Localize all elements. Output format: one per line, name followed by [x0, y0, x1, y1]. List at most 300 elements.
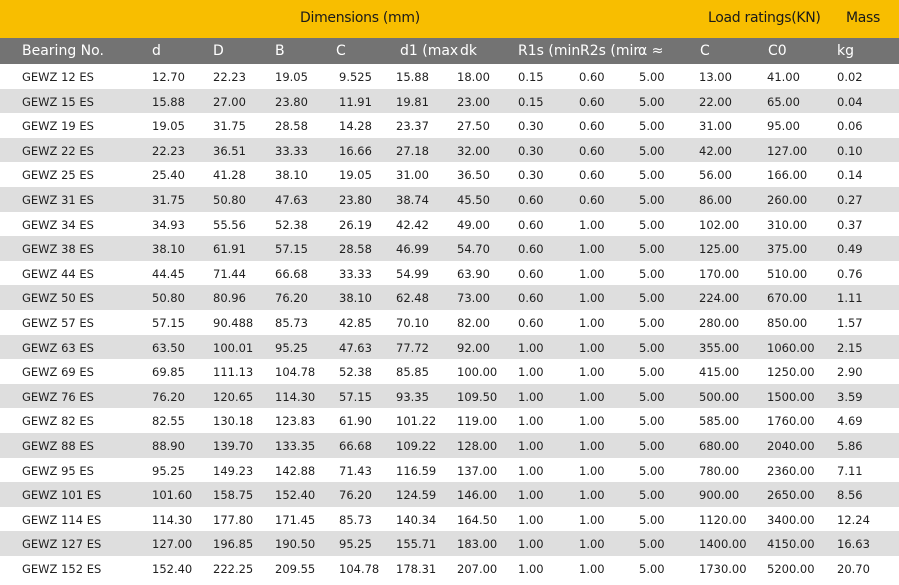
- bearing-number-cell: GEWZ 38 ES: [22, 242, 94, 257]
- table-cell: 1.00: [579, 291, 605, 306]
- table-cell: 207.00: [457, 561, 498, 576]
- table-cell: 85.73: [275, 315, 308, 330]
- table-cell: 33.33: [339, 266, 372, 281]
- table-row: [0, 482, 899, 507]
- table-cell: 209.55: [275, 561, 316, 576]
- table-row: [0, 187, 899, 212]
- table-cell: 1.00: [579, 561, 605, 576]
- column-header: Bearing No.: [22, 43, 104, 59]
- table-cell: 38.10: [275, 168, 308, 183]
- table-cell: 114.30: [275, 389, 316, 404]
- table-cell: 23.00: [457, 94, 490, 109]
- table-row: [0, 64, 899, 89]
- table-cell: 15.88: [152, 94, 185, 109]
- table-cell: 152.40: [275, 488, 316, 503]
- table-cell: 5.00: [639, 340, 665, 355]
- table-cell: 19.81: [396, 94, 429, 109]
- table-cell: 28.58: [275, 119, 308, 134]
- table-cell: 1.00: [579, 315, 605, 330]
- table-cell: 14.28: [339, 119, 372, 134]
- table-cell: 155.71: [396, 537, 437, 552]
- load-ratings-group-header: Load ratings(KN): [708, 10, 821, 26]
- table-cell: 1.00: [518, 512, 544, 527]
- table-cell: 0.30: [518, 168, 544, 183]
- table-body: [0, 64, 899, 580]
- table-cell: 90.488: [213, 315, 254, 330]
- table-cell: 0.60: [579, 119, 605, 134]
- table-cell: 355.00: [699, 340, 740, 355]
- column-header: α ≈: [638, 43, 664, 59]
- table-cell: 102.00: [699, 217, 740, 232]
- table-cell: 139.70: [213, 438, 254, 453]
- table-cell: 5.00: [639, 94, 665, 109]
- table-cell: 34.93: [152, 217, 185, 232]
- table-cell: 109.22: [396, 438, 437, 453]
- table-cell: 57.15: [152, 315, 185, 330]
- table-row: [0, 285, 899, 310]
- table-cell: 2.15: [837, 340, 863, 355]
- table-cell: 1.00: [579, 414, 605, 429]
- table-row: [0, 212, 899, 237]
- table-cell: 0.04: [837, 94, 863, 109]
- table-cell: 38.10: [339, 291, 372, 306]
- table-cell: 76.20: [339, 488, 372, 503]
- table-cell: 76.20: [275, 291, 308, 306]
- table-cell: 5.00: [639, 266, 665, 281]
- table-cell: 1.00: [579, 537, 605, 552]
- table-row: [0, 138, 899, 163]
- table-cell: 66.68: [339, 438, 372, 453]
- table-cell: 5.86: [837, 438, 863, 453]
- table-cell: 65.00: [767, 94, 800, 109]
- table-cell: 23.80: [339, 192, 372, 207]
- table-cell: 104.78: [275, 365, 316, 380]
- table-cell: 31.00: [699, 119, 732, 134]
- table-cell: 18.00: [457, 70, 490, 84]
- bearing-number-cell: GEWZ 15 ES: [22, 94, 94, 109]
- table-cell: 415.00: [699, 365, 740, 380]
- table-cell: 680.00: [699, 438, 740, 453]
- table-cell: 86.00: [699, 192, 732, 207]
- table-cell: 170.00: [699, 266, 740, 281]
- table-cell: 158.75: [213, 488, 254, 503]
- table-cell: 42.42: [396, 217, 429, 232]
- table-cell: 5.00: [639, 217, 665, 232]
- bearing-number-cell: GEWZ 63 ES: [22, 340, 94, 355]
- table-cell: 0.06: [837, 119, 863, 134]
- table-cell: 196.85: [213, 537, 254, 552]
- mass-group-header: Mass: [846, 10, 881, 26]
- table-cell: 0.14: [837, 168, 863, 183]
- table-row: [0, 556, 899, 581]
- table-cell: 46.99: [396, 242, 429, 257]
- table-cell: 1.57: [837, 315, 863, 330]
- table-cell: 224.00: [699, 291, 740, 306]
- table-row: [0, 359, 899, 384]
- table-cell: 5.00: [639, 168, 665, 183]
- table-cell: 0.60: [579, 168, 605, 183]
- column-header: R2s (mir: [580, 43, 640, 59]
- table-cell: 1.00: [579, 463, 605, 478]
- column-header: C: [336, 43, 346, 59]
- table-row: [0, 310, 899, 335]
- table-cell: 0.60: [579, 192, 605, 207]
- table-cell: 0.60: [518, 217, 544, 232]
- table-cell: 54.70: [457, 242, 490, 257]
- table-cell: 670.00: [767, 291, 808, 306]
- table-cell: 22.23: [213, 70, 246, 84]
- table-cell: 22.00: [699, 94, 732, 109]
- column-header: d1 (max: [400, 43, 459, 59]
- table-cell: 127.00: [152, 537, 193, 552]
- table-cell: 310.00: [767, 217, 808, 232]
- table-cell: 57.15: [339, 389, 372, 404]
- table-cell: 0.37: [837, 217, 863, 232]
- table-cell: 1.00: [518, 438, 544, 453]
- table-cell: 0.30: [518, 143, 544, 158]
- column-header: C0: [768, 43, 787, 59]
- table-cell: 52.38: [275, 217, 308, 232]
- table-cell: 1.00: [518, 389, 544, 404]
- table-cell: 27.00: [213, 94, 246, 109]
- table-row: [0, 384, 899, 409]
- table-cell: 1.00: [579, 340, 605, 355]
- table-cell: 5.00: [639, 561, 665, 576]
- table-cell: 95.25: [275, 340, 308, 355]
- table-cell: 41.00: [767, 70, 800, 84]
- table-cell: 23.37: [396, 119, 429, 134]
- table-cell: 900.00: [699, 488, 740, 503]
- table-cell: 31.00: [396, 168, 429, 183]
- table-cell: 4.69: [837, 414, 863, 429]
- table-cell: 125.00: [699, 242, 740, 257]
- table-cell: 183.00: [457, 537, 498, 552]
- table-cell: 1.11: [837, 291, 863, 306]
- table-cell: 32.00: [457, 143, 490, 158]
- table-cell: 0.49: [837, 242, 863, 257]
- table-row: [0, 335, 899, 360]
- bearing-number-cell: GEWZ 19 ES: [22, 119, 94, 134]
- table-cell: 0.15: [518, 70, 544, 84]
- table-cell: 140.34: [396, 512, 437, 527]
- table-cell: 5.00: [639, 463, 665, 478]
- table-cell: 0.27: [837, 192, 863, 207]
- table-cell: 5.00: [639, 242, 665, 257]
- table-cell: 80.96: [213, 291, 246, 306]
- table-cell: 149.23: [213, 463, 254, 478]
- table-cell: 280.00: [699, 315, 740, 330]
- table-cell: 101.22: [396, 414, 437, 429]
- bearing-number-cell: GEWZ 101 ES: [22, 488, 102, 503]
- table-cell: 62.48: [396, 291, 429, 306]
- table-row: [0, 458, 899, 483]
- bearing-number-cell: GEWZ 76 ES: [22, 389, 94, 404]
- table-cell: 3.59: [837, 389, 863, 404]
- table-cell: 73.00: [457, 291, 490, 306]
- column-header: D: [213, 43, 224, 59]
- table-row: [0, 531, 899, 556]
- table-cell: 71.44: [213, 266, 246, 281]
- table-cell: 152.40: [152, 561, 193, 576]
- table-cell: 111.13: [213, 365, 254, 380]
- table-cell: 1400.00: [699, 537, 747, 552]
- table-cell: 1.00: [518, 414, 544, 429]
- table-cell: 88.90: [152, 438, 185, 453]
- table-row: [0, 408, 899, 433]
- table-cell: 0.60: [579, 70, 605, 84]
- table-cell: 95.25: [152, 463, 185, 478]
- table-cell: 0.30: [518, 119, 544, 134]
- table-cell: 42.00: [699, 143, 732, 158]
- table-cell: 52.38: [339, 365, 372, 380]
- table-cell: 25.40: [152, 168, 185, 183]
- table-cell: 130.18: [213, 414, 254, 429]
- table-row: [0, 261, 899, 286]
- table-cell: 5.00: [639, 315, 665, 330]
- table-cell: 190.50: [275, 537, 316, 552]
- table-cell: 11.91: [339, 94, 372, 109]
- table-cell: 19.05: [275, 70, 308, 84]
- table-cell: 101.60: [152, 488, 193, 503]
- table-cell: 63.90: [457, 266, 490, 281]
- bearing-number-cell: GEWZ 22 ES: [22, 143, 94, 158]
- table-cell: 133.35: [275, 438, 316, 453]
- table-cell: 166.00: [767, 168, 808, 183]
- table-cell: 49.00: [457, 217, 490, 232]
- table-cell: 5.00: [639, 389, 665, 404]
- table-cell: 0.10: [837, 143, 863, 158]
- table-cell: 93.35: [396, 389, 429, 404]
- table-cell: 16.63: [837, 537, 870, 552]
- table-cell: 56.00: [699, 168, 732, 183]
- table-cell: 1.00: [518, 340, 544, 355]
- table-row: [0, 433, 899, 458]
- table-cell: 82.00: [457, 315, 490, 330]
- table-cell: 177.80: [213, 512, 254, 527]
- table-cell: 50.80: [213, 192, 246, 207]
- table-cell: 20.70: [837, 561, 870, 576]
- table-cell: 38.74: [396, 192, 429, 207]
- table-cell: 1.00: [579, 488, 605, 503]
- table-cell: 120.65: [213, 389, 254, 404]
- table-cell: 95.25: [339, 537, 372, 552]
- table-cell: 0.60: [579, 94, 605, 109]
- table-cell: 850.00: [767, 315, 808, 330]
- table-cell: 12.24: [837, 512, 870, 527]
- table-cell: 1.00: [518, 488, 544, 503]
- bearing-number-cell: GEWZ 127 ES: [22, 537, 102, 552]
- table-cell: 50.80: [152, 291, 185, 306]
- table-cell: 260.00: [767, 192, 808, 207]
- table-cell: 5.00: [639, 119, 665, 134]
- table-cell: 1.00: [518, 463, 544, 478]
- table-cell: 5.00: [639, 438, 665, 453]
- bearing-number-cell: GEWZ 57 ES: [22, 315, 94, 330]
- table-cell: 127.00: [767, 143, 808, 158]
- table-cell: 1060.00: [767, 340, 815, 355]
- table-cell: 19.05: [339, 168, 372, 183]
- table-cell: 76.20: [152, 389, 185, 404]
- table-cell: 5.00: [639, 414, 665, 429]
- table-cell: 1.00: [579, 217, 605, 232]
- table-cell: 0.76: [837, 266, 863, 281]
- table-cell: 3400.00: [767, 512, 815, 527]
- table-cell: 26.19: [339, 217, 372, 232]
- table-cell: 31.75: [152, 192, 185, 207]
- table-cell: 2.90: [837, 365, 863, 380]
- table-cell: 137.00: [457, 463, 498, 478]
- table-cell: 0.60: [579, 143, 605, 158]
- table-cell: 31.75: [213, 119, 246, 134]
- table-cell: 1.00: [579, 438, 605, 453]
- table-cell: 109.50: [457, 389, 498, 404]
- table-cell: 1500.00: [767, 389, 815, 404]
- column-header: d: [152, 43, 161, 59]
- table-cell: 45.50: [457, 192, 490, 207]
- column-header: B: [275, 43, 285, 59]
- table-cell: 5.00: [639, 365, 665, 380]
- table-cell: 16.66: [339, 143, 372, 158]
- table-cell: 1.00: [579, 512, 605, 527]
- bearing-number-cell: GEWZ 95 ES: [22, 463, 94, 478]
- table-cell: 1.00: [579, 365, 605, 380]
- bearing-number-cell: GEWZ 114 ES: [22, 512, 102, 527]
- bearing-number-cell: GEWZ 44 ES: [22, 266, 94, 281]
- table-cell: 41.28: [213, 168, 246, 183]
- column-header: R1s (min: [518, 43, 581, 59]
- column-header: dk: [460, 43, 477, 59]
- bearing-number-cell: GEWZ 25 ES: [22, 168, 94, 183]
- table-cell: 55.56: [213, 217, 246, 232]
- table-cell: 222.25: [213, 561, 254, 576]
- table-cell: 12.70: [152, 70, 185, 84]
- table-row: [0, 89, 899, 114]
- table-cell: 36.50: [457, 168, 490, 183]
- table-cell: 36.51: [213, 143, 246, 158]
- table-cell: 1.00: [518, 561, 544, 576]
- bearing-number-cell: GEWZ 82 ES: [22, 414, 94, 429]
- table-cell: 7.11: [837, 463, 863, 478]
- table-cell: 22.23: [152, 143, 185, 158]
- table-cell: 142.88: [275, 463, 316, 478]
- table-cell: 54.99: [396, 266, 429, 281]
- table-cell: 70.10: [396, 315, 429, 330]
- table-cell: 1120.00: [699, 512, 747, 527]
- table-cell: 0.60: [518, 192, 544, 207]
- bearing-number-cell: GEWZ 31 ES: [22, 192, 94, 207]
- table-cell: 123.83: [275, 414, 316, 429]
- table-cell: 5.00: [639, 192, 665, 207]
- table-cell: 19.05: [152, 119, 185, 134]
- bearing-number-cell: GEWZ 69 ES: [22, 365, 94, 380]
- table-cell: 585.00: [699, 414, 740, 429]
- table-cell: 164.50: [457, 512, 498, 527]
- table-cell: 0.60: [518, 315, 544, 330]
- table-cell: 13.00: [699, 70, 732, 84]
- table-cell: 44.45: [152, 266, 185, 281]
- table-cell: 1730.00: [699, 561, 747, 576]
- column-header-row: [0, 38, 899, 64]
- table-cell: 0.02: [837, 70, 863, 84]
- table-cell: 124.59: [396, 488, 437, 503]
- table-cell: 66.68: [275, 266, 308, 281]
- table-cell: 0.60: [518, 291, 544, 306]
- table-cell: 82.55: [152, 414, 185, 429]
- table-cell: 85.85: [396, 365, 429, 380]
- table-cell: 61.90: [339, 414, 372, 429]
- table-cell: 71.43: [339, 463, 372, 478]
- table-cell: 69.85: [152, 365, 185, 380]
- table-cell: 780.00: [699, 463, 740, 478]
- table-cell: 63.50: [152, 340, 185, 355]
- table-cell: 1.00: [579, 389, 605, 404]
- table-cell: 28.58: [339, 242, 372, 257]
- table-cell: 85.73: [339, 512, 372, 527]
- table-cell: 5.00: [639, 143, 665, 158]
- table-cell: 0.60: [518, 266, 544, 281]
- table-cell: 8.56: [837, 488, 863, 503]
- table-cell: 4150.00: [767, 537, 815, 552]
- table-row: [0, 236, 899, 261]
- bearing-number-cell: GEWZ 50 ES: [22, 291, 94, 306]
- table-cell: 2360.00: [767, 463, 815, 478]
- table-cell: 23.80: [275, 94, 308, 109]
- table-cell: 1760.00: [767, 414, 815, 429]
- table-cell: 5.00: [639, 70, 665, 84]
- table-cell: 5.00: [639, 291, 665, 306]
- table-cell: 47.63: [275, 192, 308, 207]
- bearing-number-cell: GEWZ 88 ES: [22, 438, 94, 453]
- group-header-bar: [0, 0, 899, 38]
- table-cell: 5.00: [639, 537, 665, 552]
- table-cell: 116.59: [396, 463, 437, 478]
- table-cell: 114.30: [152, 512, 193, 527]
- table-cell: 77.72: [396, 340, 429, 355]
- table-cell: 1.00: [518, 537, 544, 552]
- table-cell: 57.15: [275, 242, 308, 257]
- table-cell: 178.31: [396, 561, 437, 576]
- table-cell: 92.00: [457, 340, 490, 355]
- table-cell: 1.00: [579, 242, 605, 257]
- table-cell: 27.18: [396, 143, 429, 158]
- table-cell: 9.525: [339, 70, 372, 84]
- table-cell: 100.00: [457, 365, 498, 380]
- table-cell: 171.45: [275, 512, 316, 527]
- table-cell: 375.00: [767, 242, 808, 257]
- table-cell: 2650.00: [767, 488, 815, 503]
- table-cell: 104.78: [339, 561, 380, 576]
- table-cell: 5.00: [639, 488, 665, 503]
- bearing-number-cell: GEWZ 152 ES: [22, 561, 102, 576]
- table-cell: 1250.00: [767, 365, 815, 380]
- table-cell: 95.00: [767, 119, 800, 134]
- bearing-number-cell: GEWZ 34 ES: [22, 217, 94, 232]
- table-cell: 27.50: [457, 119, 490, 134]
- table-cell: 0.60: [518, 242, 544, 257]
- table-row: [0, 162, 899, 187]
- table-cell: 38.10: [152, 242, 185, 257]
- table-cell: 510.00: [767, 266, 808, 281]
- table-cell: 33.33: [275, 143, 308, 158]
- table-row: [0, 113, 899, 138]
- dimensions-group-header: Dimensions (mm): [300, 10, 420, 26]
- table-cell: 2040.00: [767, 438, 815, 453]
- table-cell: 128.00: [457, 438, 498, 453]
- column-header: kg: [837, 43, 854, 59]
- table-cell: 1.00: [518, 365, 544, 380]
- table-cell: 1.00: [579, 266, 605, 281]
- table-cell: 146.00: [457, 488, 498, 503]
